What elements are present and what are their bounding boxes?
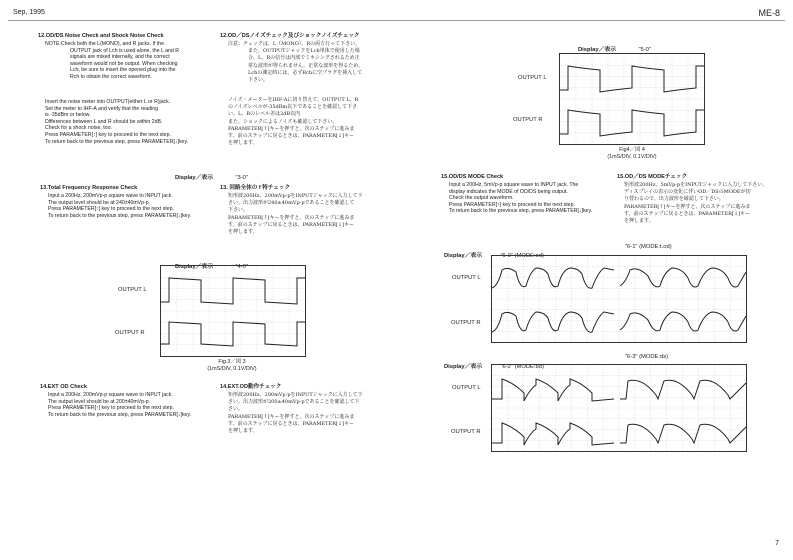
sec12-jp-note-line: 合、L、Rの信号は内部でミキシングされるため正 bbox=[248, 55, 360, 62]
fig3-wave-l bbox=[161, 278, 305, 304]
sec15-jp-line: を押します。 bbox=[624, 218, 654, 225]
modes2-output-l-label: OUTPUT L bbox=[452, 385, 481, 391]
sec13-line: To return back to the previous step, press PARAMETER[↓]key. bbox=[48, 212, 192, 219]
fig3-output-l-label: OUTPUT L bbox=[118, 287, 147, 293]
sec12-jp-body-line: い。L、Rのレベル差は2dB以内 bbox=[228, 111, 301, 118]
sec12-note-line: Rch to obtain the correct waveform. bbox=[70, 73, 152, 80]
fig3-scope bbox=[160, 265, 306, 357]
sec12-jp-body-line: PARAMETER[↑]キーを押すと、次のステップに進みま bbox=[228, 125, 355, 132]
sec13-jp-line: 下さい。 bbox=[228, 207, 249, 214]
sec14-jp-title: 14.EXT.OD動作チェック bbox=[220, 384, 282, 390]
fig3-output-r-label: OUTPUT R bbox=[115, 330, 145, 336]
sec14-jp-line: を押します。 bbox=[228, 428, 258, 435]
sec12-jp-body-line: また、ショックによるノイズも確認して下さい。 bbox=[228, 118, 338, 125]
sec15-jp-title: 15.OD／DS MODEチェック bbox=[617, 174, 688, 180]
sec15-line: Check the output waveform. bbox=[449, 195, 514, 202]
modes1-output-r-label: OUTPUT R bbox=[451, 320, 481, 326]
modes1-output-l-label: OUTPUT L bbox=[452, 275, 481, 281]
sec15-jp-line: り替わるので、出力波形を確認して下さい。 bbox=[624, 196, 724, 203]
modes2-output-r-label: OUTPUT R bbox=[451, 429, 481, 435]
sec14-line: To return back to the previous step, press PARAMETER[↓]key. bbox=[48, 411, 192, 418]
sec12-jp-note-line: Lchの測定時には、必ずRchに空プラグを挿入して bbox=[248, 69, 363, 76]
sec15-jp-line: 矩形波200Hz、5mVp-pをINPUTジャックに入力して下さい。 bbox=[624, 182, 768, 188]
sec14-body bbox=[48, 392, 191, 418]
sec13-line: The output level should be at 240±40mVp-p. bbox=[48, 199, 151, 206]
modes2-waveforms bbox=[492, 365, 746, 451]
mode-62-label: "6-2" (MODE:bd) bbox=[500, 364, 544, 370]
sec14-jp-line: さい。 bbox=[228, 406, 244, 413]
display-label: Display／表示 bbox=[444, 253, 483, 259]
sec13-title: 13.Total Frequency Response Check bbox=[40, 185, 138, 191]
header-code: ME-8 bbox=[758, 8, 780, 18]
sec14-line: Press PARAMETER[↑] key to proceed to the next step. bbox=[48, 405, 174, 412]
mode-63-wave-r bbox=[620, 424, 746, 443]
sec12-body-line: Press PARAMETER[↑] key to proceed to the next step. bbox=[45, 131, 171, 138]
sec13-body bbox=[48, 193, 191, 219]
sec15-jp-line: ディスプレイの表示の変化に伴いOD／DSのMODEが切 bbox=[624, 189, 751, 196]
sec14-jp-body bbox=[228, 392, 363, 435]
sec14-jp-line: PARAMETER[↑]キーを押すと、次のステップに進みま bbox=[228, 413, 355, 420]
sec13-jp-line: 矩形波200Hz、200mVp-pをINPUTジャックに入力して下 bbox=[228, 193, 363, 199]
sec14-title: 14.EXT OD Check bbox=[40, 384, 87, 390]
sec13-jp-body bbox=[228, 193, 363, 236]
sec15-line: display indicates the MODE of OD/DS being output. bbox=[449, 188, 568, 195]
sec12-jp-note-line: また、OUTPUTジャックをLch単体で使用した場 bbox=[248, 48, 360, 55]
sec12-jp-note-line: 常な波形が得られません。正常な波形を得るため、 bbox=[248, 62, 364, 69]
sec12-note-line: OUTPUT jack of Lch is used alone, the L and R bbox=[70, 47, 179, 54]
sec13-jp-line: す。前のステップに戻るときは、PARAMETER[↓]キー bbox=[228, 221, 355, 228]
sec13-jp-line: さい。出力波形が240±40mVp-pであることを確認して bbox=[228, 200, 355, 207]
display-value: "5-0" bbox=[638, 47, 651, 53]
sec12-note bbox=[45, 41, 179, 81]
sec15-body bbox=[449, 182, 592, 215]
sec14-line: Input a 200Hz, 200mVp-p square wave to INPUT jack. bbox=[48, 392, 173, 398]
page-number: 7 bbox=[775, 540, 779, 547]
sec12-body-line: Set the meter to IHF-A and verify that the reading bbox=[45, 105, 159, 112]
sec12-jp-body bbox=[228, 97, 358, 147]
mode-61-wave-r bbox=[620, 312, 746, 331]
sec15-line: Press PARAMETER[↑] key to proceed to the next step. bbox=[449, 201, 575, 208]
modes2-scope bbox=[491, 364, 747, 452]
mode-60-wave-r bbox=[492, 312, 614, 332]
sec12-jp-body-line: のノイズレベルが-35dBm以下であることを確認して下さ bbox=[228, 104, 358, 111]
fig3-caption bbox=[172, 359, 292, 373]
display-label: Display／表示 bbox=[175, 264, 214, 270]
sec15-line: To return back to the previous step, press PARAMETER[↓]key. bbox=[449, 208, 593, 215]
mode-63-label: "6-3" (MODE:ds) bbox=[625, 354, 669, 360]
fig3-caption-title: Fig.3／図 3 bbox=[218, 359, 246, 365]
header-rule bbox=[8, 20, 785, 21]
header-date: Sep, 1995 bbox=[13, 9, 45, 16]
display-label: Display／表示 bbox=[578, 47, 617, 53]
fig3-waveforms bbox=[161, 266, 305, 356]
sec12-body-line: To return back to the previous step, press PARAMETER[↓]key. bbox=[45, 138, 189, 145]
fig4-caption-scale: (1mS/DIV, 0.1V/DIV) bbox=[607, 154, 657, 160]
modes1-scope bbox=[491, 255, 747, 343]
sec12-jp-body-line: す。前のステップに戻るときは、PARAMETER[↓]キー bbox=[228, 133, 355, 140]
fig3-wave-r bbox=[161, 322, 305, 346]
sec12-jp-body-line: を押します。 bbox=[228, 140, 258, 147]
sec12-note-line: signals are mixed internally, and the correct bbox=[70, 54, 170, 61]
fig4-caption-title: Fig4／図 4 bbox=[619, 147, 645, 153]
mode-61-label: "6-1" (MODE:t.od) bbox=[625, 244, 672, 250]
sec12-note-line: NOTE:Check both the L(MONO), and R jacks. If the bbox=[45, 41, 165, 47]
fig4-waveforms bbox=[560, 54, 704, 144]
display-label: Display／表示 bbox=[175, 175, 214, 181]
sec12-body-line: Check for a shock noise, too. bbox=[45, 125, 112, 132]
sec12-jp-title: 12.OD／DSノイズチェック及びショックノイズチェック bbox=[220, 33, 360, 39]
fig4-caption bbox=[572, 147, 692, 161]
sec13-jp-title: 13. 回路全体の f 特チェック bbox=[220, 185, 291, 191]
sec13-jp-line: を押します。 bbox=[228, 229, 258, 236]
fig4-scope bbox=[559, 53, 705, 145]
mode-61-wave-l bbox=[620, 268, 746, 287]
sec12-title: 12.OD/DS Noise Check and Shock Noise Check bbox=[38, 33, 164, 39]
sec13-jp-line: PARAMETER[↑]キーを押すと、次のステップに進みま bbox=[228, 214, 355, 221]
fig4-wave-l bbox=[560, 66, 704, 92]
display-label: Display／表示 bbox=[444, 364, 483, 370]
sec15-jp-body bbox=[624, 182, 767, 225]
mode-60-wave-l bbox=[492, 268, 614, 288]
sec12-body bbox=[45, 99, 188, 145]
sec14-jp-line: さい。出力波形が200±40mVp-pであることを確認して下 bbox=[228, 399, 360, 406]
sec13-line: Input a 200Hz, 200mVp-p square wave to INPUT jack. bbox=[48, 193, 173, 199]
sec14-line: The output level should be at 200±40mVp-p. bbox=[48, 398, 151, 405]
sec15-title: 15.OD/DS MODE Check bbox=[441, 174, 504, 180]
fig4-output-r-label: OUTPUT R bbox=[513, 117, 543, 123]
mode-63-wave-l bbox=[620, 380, 746, 399]
sec13-line: Press PARAMETER[↑] key to proceed to the next step. bbox=[48, 206, 174, 213]
sec12-jp-note bbox=[228, 41, 363, 84]
sec12-note-line: waveform would not be output. When checking bbox=[70, 60, 178, 67]
sec12-body-line: Differences between L and R should be within 2dB. bbox=[45, 118, 163, 125]
sec14-jp-line: す。前のステップに戻るときは、PARAMETER[↓]キー bbox=[228, 420, 355, 427]
sec12-note-line: Lch, be sure to insert the opened plug into the bbox=[70, 67, 176, 74]
sec12-jp-note-line: 下さい。 bbox=[248, 77, 269, 84]
sec12-body-line: is -35dBm or below. bbox=[45, 112, 91, 119]
fig4-output-l-label: OUTPUT L bbox=[518, 75, 547, 81]
display-value: "3-0" bbox=[235, 175, 248, 181]
mode-62-wave-l bbox=[492, 379, 614, 401]
sec12-display bbox=[175, 166, 248, 184]
sec12-jp-body-line: ノイズ・メーターをIHF-Aに切り替えて、OUTPUT L、R bbox=[228, 97, 359, 103]
sec15-line: Input a 200Hz, 5mVp-p square wave to INPUT jack. The bbox=[449, 182, 579, 188]
fig3-caption-scale: (1mS/DIV, 0.1V/DIV) bbox=[207, 366, 257, 372]
sec12-body-line: Insert the noise meter into OUTPUT(either L or R)jack. bbox=[45, 99, 171, 105]
modes1-waveforms bbox=[492, 256, 746, 342]
fig4-wave-r bbox=[560, 110, 704, 136]
sec15-jp-line: PARAMETER[↑]キーを押すと、次のステップに進みま bbox=[624, 203, 751, 210]
sec14-jp-line: 矩形波200Hz、200mVp-pをINPUTジャックに入力して下 bbox=[228, 392, 363, 398]
mode-62-wave-r bbox=[492, 423, 614, 445]
sec15-jp-line: す。前のステップに戻るときは、PARAMETER[↓]キー bbox=[624, 210, 751, 217]
mode-60-label: "6-0" (MODE:od) bbox=[500, 253, 544, 259]
sec12-jp-note-line: 注意：チェックは、L（MONO）、Rの両方行って下さい。 bbox=[228, 41, 361, 47]
display-value: "4-0" bbox=[235, 264, 248, 270]
